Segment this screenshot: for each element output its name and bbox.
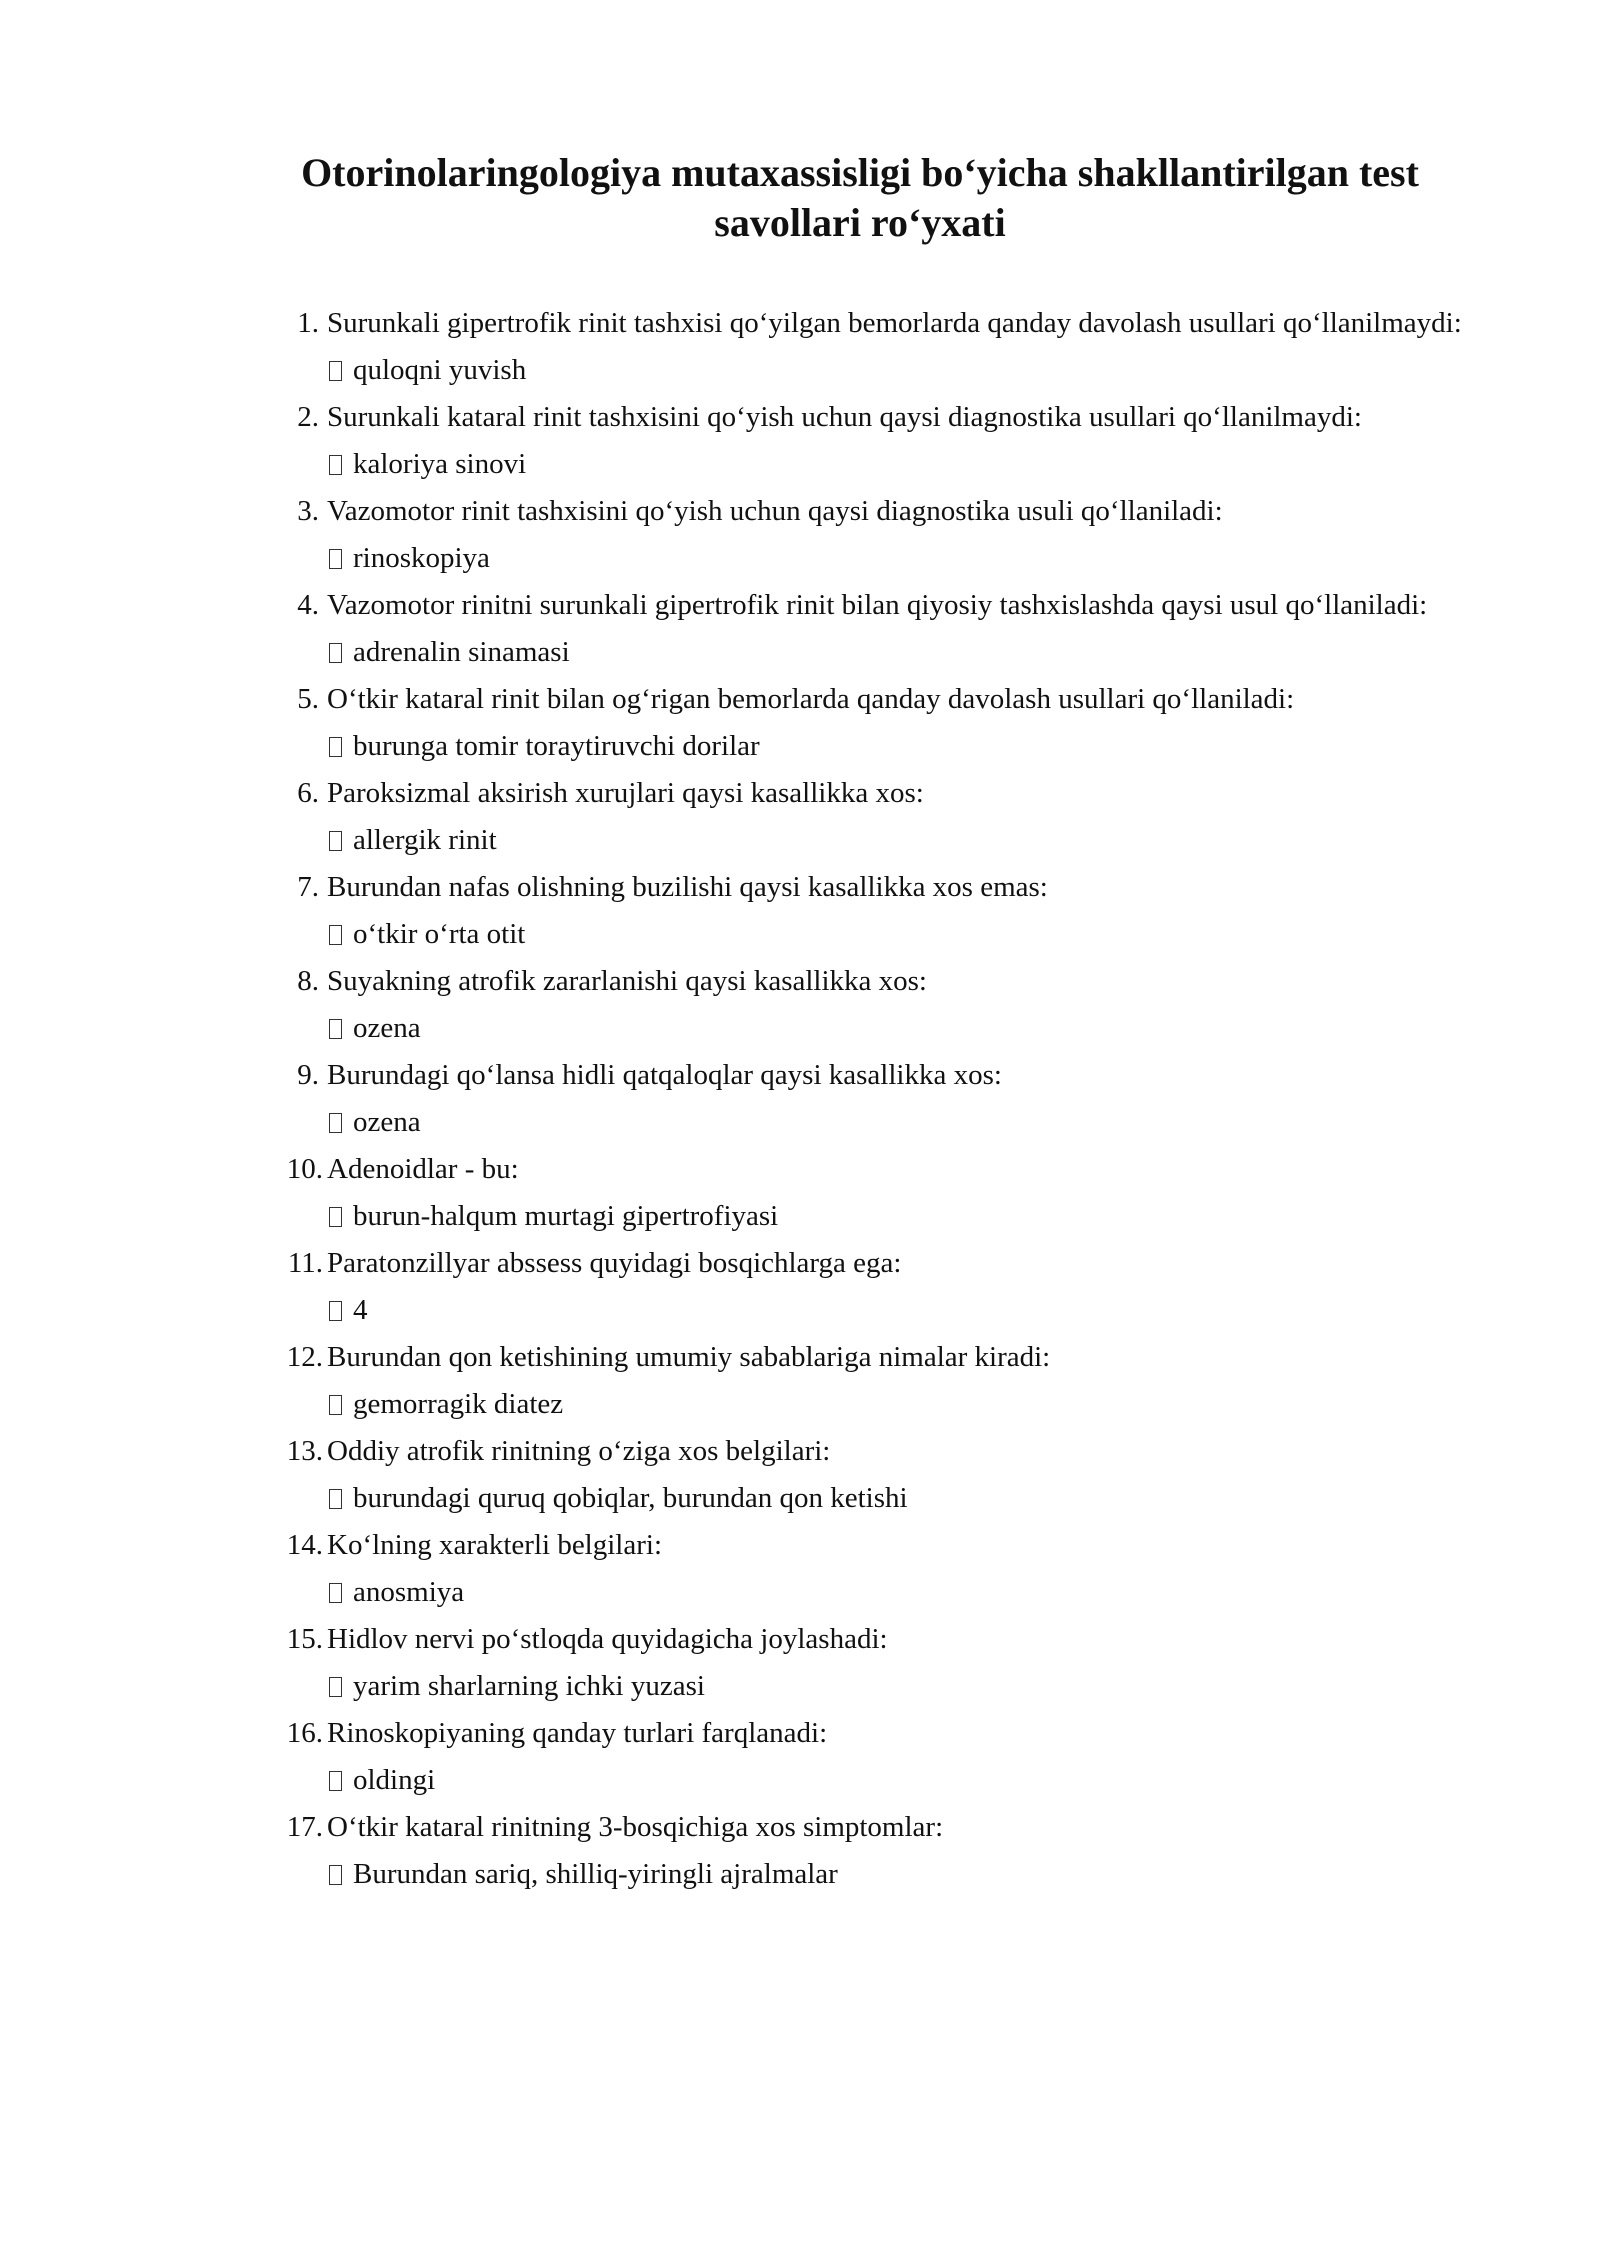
answer-text: allergik rinit [353,824,497,856]
question-item [270,1052,1510,1146]
answer-text: burundagi quruq qobiqlar, burundan qon ketishi [353,1482,908,1514]
question-text: Adenoidlar - bu: [327,1153,519,1185]
answer-text: Burundan sariq, shilliq-yiringli ajralmalar [353,1858,838,1890]
question-text: Burundan nafas olishning buzilishi qaysi kasallikka xos emas: [327,871,1048,903]
question-text: Rinoskopiyaning qanday turlari farqlanadi: [327,1717,828,1749]
question-text: Surunkali gipertrofik rinit tashxisi qo‘yilgan bemorlarda qanday davolash usullari qo‘llanilmaydi: [327,307,1462,339]
question-item [270,1240,1510,1334]
question-number: 2. [297,401,319,433]
question-number: 14. [286,1529,323,1561]
question-item [270,488,1510,582]
answer-text: adrenalin sinamasi [353,636,570,668]
answer-row [327,1099,1510,1146]
question-number: 9. [297,1059,319,1091]
checkbox-icon [329,361,342,381]
checkbox-icon [329,643,342,663]
question-item [270,1334,1510,1428]
answer-text: kaloriya sinovi [353,448,527,480]
checkbox-icon [329,1113,342,1133]
answer-row [327,1005,1510,1052]
checkbox-icon [329,1395,342,1415]
question-item [270,1146,1510,1240]
question-item [270,1522,1510,1616]
answer-text: yarim sharlarning ichki yuzasi [353,1670,705,1702]
question-item [270,1804,1510,1898]
answer-row [327,723,1510,770]
checkbox-icon [329,1865,342,1885]
checkbox-icon [329,831,342,851]
question-item [270,864,1510,958]
answer-text: burun-halqum murtagi gipertrofiyasi [353,1200,779,1232]
question-text: O‘tkir kataral rinit bilan og‘rigan bemorlarda qanday davolash usullari qo‘llaniladi: [327,683,1295,715]
answer-row [327,347,1510,394]
answer-row [327,1757,1510,1804]
answer-row [327,1663,1510,1710]
checkbox-icon [329,549,342,569]
question-text: Surunkali kataral rinit tashxisini qo‘yish uchun qaysi diagnostika usullari qo‘llanilmaydi: [327,401,1362,433]
question-text: Burundagi qo‘lansa hidli qatqaloqlar qaysi kasallikka xos: [327,1059,1002,1091]
checkbox-icon [329,1677,342,1697]
question-number: 15. [286,1623,323,1655]
question-item [270,676,1510,770]
question-number: 11. [287,1247,323,1279]
question-item [270,1616,1510,1710]
answer-text: rinoskopiya [353,542,490,574]
question-number: 17. [286,1811,323,1843]
answer-row [327,1569,1510,1616]
answer-row [327,441,1510,488]
checkbox-icon [329,1301,342,1321]
question-text: Oddiy atrofik rinitning o‘ziga xos belgilari: [327,1435,831,1467]
checkbox-icon [329,1207,342,1227]
answer-row [327,1475,1510,1522]
answer-text: burunga tomir toraytiruvchi dorilar [353,730,760,762]
answer-text: ozena [353,1012,421,1044]
question-number: 10. [286,1153,323,1185]
question-item [270,582,1510,676]
question-item [270,958,1510,1052]
answer-text: oldingi [353,1764,436,1796]
question-text: O‘tkir kataral rinitning 3-bosqichiga xos simptomlar: [327,1811,944,1843]
question-text: Burundan qon ketishining umumiy sabablariga nimalar kiradi: [327,1341,1051,1373]
question-text: Paroksizmal aksirish xurujlari qaysi kasallikka xos: [327,777,924,809]
answer-text: ozena [353,1106,421,1138]
question-item [270,1428,1510,1522]
answer-row [327,629,1510,676]
question-text: Paratonzillyar abssess quyidagi bosqichlarga ega: [327,1247,902,1279]
checkbox-icon [329,1771,342,1791]
question-item [270,770,1510,864]
question-number: 12. [286,1341,323,1373]
checkbox-icon [329,737,342,757]
question-number: 13. [286,1435,323,1467]
question-text: Vazomotor rinit tashxisini qo‘yish uchun qaysi diagnostika usuli qo‘llaniladi: [327,495,1223,527]
document-title: Otorinolaringologiya mutaxassisligi bo‘yicha shakllantirilgan test savollari ro‘yxati [301,150,1419,245]
checkbox-icon [329,1583,342,1603]
question-number: 1. [297,307,319,339]
answer-row [327,1381,1510,1428]
question-number: 5. [297,683,319,715]
question-number: 16. [286,1717,323,1749]
answer-text: 4 [353,1294,368,1326]
answer-row [327,911,1510,958]
question-item [270,394,1510,488]
checkbox-icon [329,1019,342,1039]
question-item [270,300,1510,394]
answer-text: gemorragik diatez [353,1388,564,1420]
question-text: Vazomotor rinitni surunkali gipertrofik rinit bilan qiyosiy tashxislashda qaysi usul qo‘llaniladi: [327,589,1428,621]
question-text: Ko‘lning xarakterli belgilari: [327,1529,663,1561]
answer-row [327,1851,1510,1898]
answer-row [327,1287,1510,1334]
checkbox-icon [329,925,342,945]
checkbox-icon [329,455,342,475]
answer-text: anosmiya [353,1576,465,1608]
question-number: 4. [297,589,319,621]
question-number: 3. [297,495,319,527]
question-item [270,1710,1510,1804]
question-text: Suyakning atrofik zararlanishi qaysi kasallikka xos: [327,965,927,997]
answer-row [327,1193,1510,1240]
question-number: 6. [297,777,319,809]
checkbox-icon [329,1489,342,1509]
question-list [270,300,1510,1898]
question-number: 7. [297,871,319,903]
answer-row [327,817,1510,864]
answer-row [327,535,1510,582]
question-number: 8. [297,965,319,997]
question-text: Hidlov nervi po‘stloqda quyidagicha joylashadi: [327,1623,888,1655]
answer-text: quloqni yuvish [353,354,527,386]
answer-text: o‘tkir o‘rta otit [353,918,526,950]
